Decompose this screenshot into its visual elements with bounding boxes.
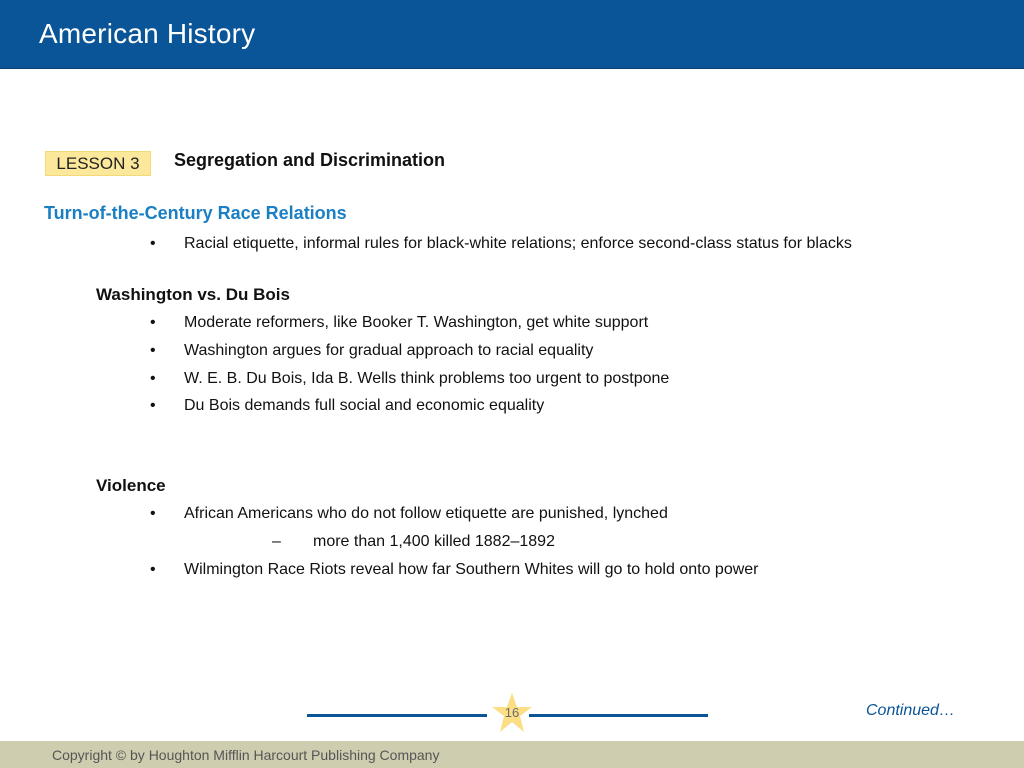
bullet-text: African Americans who do not follow etiquette are punished, lynched — [184, 505, 668, 522]
bullet-item — [150, 561, 759, 579]
bullet-text: W. E. B. Du Bois, Ida B. Wells think problems too urgent to postpone — [184, 370, 670, 387]
bullet-text: Du Bois demands full social and economic equality — [184, 397, 545, 414]
lesson-badge: LESSON 3 — [45, 151, 151, 176]
section-title: Turn-of-the-Century Race Relations — [44, 203, 347, 223]
bullet-text: Moderate reformers, like Booker T. Washington, get white support — [184, 314, 649, 331]
lesson-title: Segregation and Discrimination — [174, 150, 446, 170]
bullet-text: Racial etiquette, informal rules for black-white relations; enforce second-class status for blacks — [184, 235, 852, 252]
slide-title: American History — [39, 18, 256, 49]
continued-label: Continued… — [866, 702, 955, 719]
bullet-icon: • — [150, 505, 156, 522]
sub-bullet-text: more than 1,400 killed 1882–1892 — [313, 533, 555, 550]
sub-bullet-item — [272, 533, 555, 551]
subheading-violence: Violence — [96, 476, 166, 495]
bullet-item — [150, 370, 669, 388]
subheading-washington: Washington vs. Du Bois — [96, 285, 290, 304]
bullet-text: Washington argues for gradual approach to racial equality — [184, 342, 594, 359]
bullet-icon: • — [150, 370, 156, 387]
page-divider-left — [307, 714, 487, 717]
bullet-item — [150, 235, 852, 253]
bullet-icon: • — [150, 342, 156, 359]
bullet-item — [150, 342, 593, 360]
bullet-icon: • — [150, 561, 156, 578]
bullet-item — [150, 314, 648, 332]
page-divider-right — [529, 714, 708, 717]
page-number: 16 — [504, 705, 520, 720]
bullet-text: Wilmington Race Riots reveal how far Southern Whites will go to hold onto power — [184, 561, 759, 578]
bullet-icon: • — [150, 314, 156, 331]
bullet-icon: • — [150, 235, 156, 252]
bullet-item — [150, 397, 544, 415]
bullet-item — [150, 505, 668, 523]
dash-icon: – — [272, 533, 281, 550]
footer-bar — [0, 741, 1024, 768]
slide-header — [0, 0, 1024, 69]
copyright-text: Copyright © by Houghton Mifflin Harcourt Publishing Company — [52, 747, 440, 763]
bullet-icon: • — [150, 397, 156, 414]
